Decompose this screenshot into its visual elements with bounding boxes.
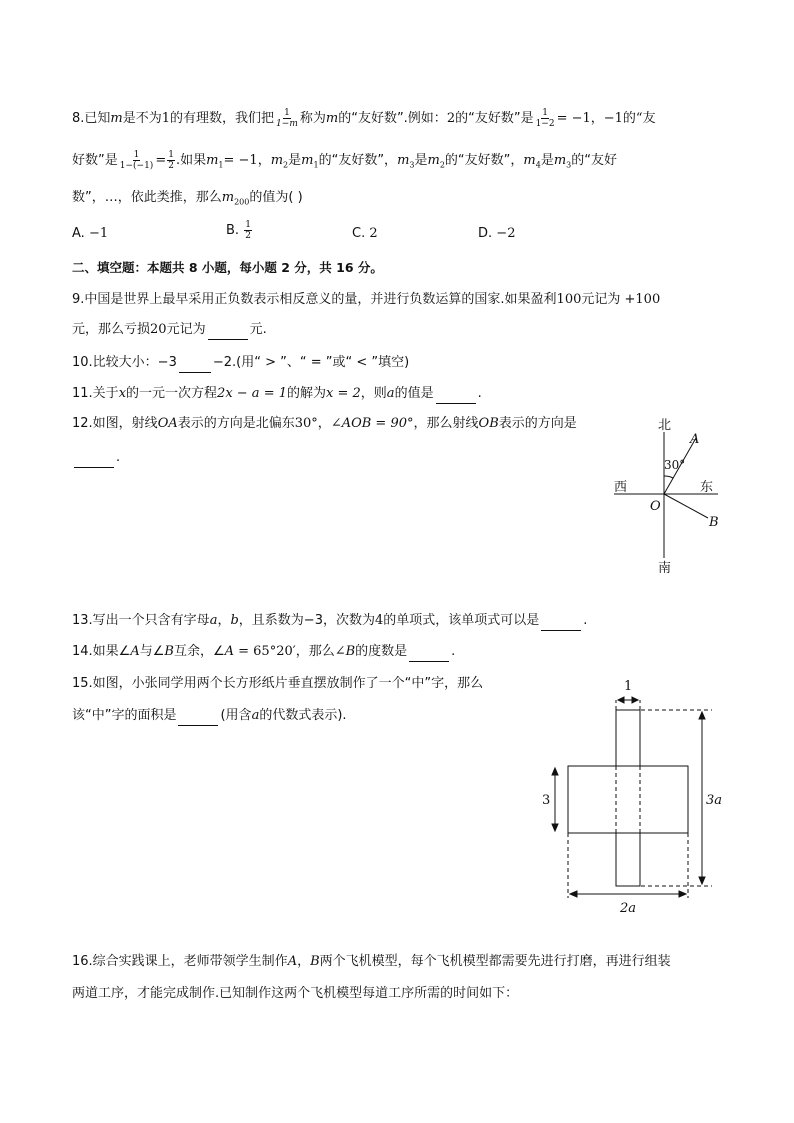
q16-line-2: 两道工序，才能完成制作.已知制作这两个飞机模型每道工序所需的时间如下： xyxy=(72,986,519,1001)
arrow-head xyxy=(552,768,558,775)
q11-answer-blank[interactable] xyxy=(436,389,476,404)
vertical-rectangle-bottom xyxy=(616,833,640,886)
arrow-head xyxy=(552,824,558,831)
q8-line-3: 数”，…，依此类推，那么$m_{200}$的值为( ) xyxy=(72,190,303,207)
arrow-head xyxy=(632,697,638,703)
label-point-a: A xyxy=(690,432,700,447)
vertical-rectangle-top xyxy=(616,710,640,766)
q9-line-2: 元，那么亏损20元记为 元. xyxy=(72,320,267,340)
q10-line: 10.比较大小：−3 −2.(用“ > ”、“ = ”或“ < ”填空) xyxy=(72,353,409,373)
q15-line-1: 15.如图，小张同学用两个长方形纸片垂直摆放制作了一个“中”字，那么 xyxy=(72,676,484,691)
arrow-head xyxy=(570,891,577,897)
fraction-1-over-1-minus-m: $\frac{1}{1-m}$ xyxy=(276,108,298,129)
q15-answer-blank[interactable] xyxy=(178,711,218,726)
fraction-1-over-1-minus-neg1: $\frac{1}{1-(-1)}$ xyxy=(119,150,154,171)
label-point-o: O xyxy=(650,499,661,514)
label-height-3: 3 xyxy=(542,793,551,808)
fraction-one-half: $\frac{1}{2}$ xyxy=(168,150,174,171)
zhong-character-figure xyxy=(530,676,730,916)
compass-direction-figure xyxy=(600,412,730,577)
q8-option-b[interactable]: B. $\frac{1}{2}$ xyxy=(226,220,251,241)
q14-line: 14.如果∠A与∠B互余，∠A = 65°20′，那么∠B的度数是 . xyxy=(72,642,455,662)
label-north: 北 xyxy=(658,418,672,433)
q12-line-2: . xyxy=(72,448,120,468)
q8-option-c[interactable]: C. 2 xyxy=(352,226,378,241)
arrow-head xyxy=(699,712,705,719)
q10-answer-blank[interactable] xyxy=(179,358,211,373)
q8-option-a[interactable]: A. −1 xyxy=(72,226,109,241)
fraction-1-over-1-minus-2: $\frac{1}{1-2}$ xyxy=(535,108,555,129)
label-width-1: 1 xyxy=(624,679,633,694)
label-east: 东 xyxy=(700,480,714,495)
ray-ob xyxy=(664,494,708,518)
label-width-2a: 2a xyxy=(620,901,637,916)
horizontal-rectangle xyxy=(568,766,688,833)
q8-option-d[interactable]: D. −2 xyxy=(478,226,516,241)
q11-line: 11.关于x的一元一次方程2x − a = 1的解为x = 2，则a的值是 . xyxy=(72,384,482,404)
q13-line: 13.写出一个只含有字母a，b，且系数为−3，次数为4的单项式，该单项式可以是 . xyxy=(72,611,587,631)
q9-line-1: 9.中国是世界上最早采用正负数表示相反意义的量，并进行负数运算的国家.如果盈利100元记为 +100 xyxy=(72,292,661,307)
q15-line-2: 该“中”字的面积是 (用含a的代数式表示). xyxy=(72,706,347,726)
arrow-head xyxy=(679,891,686,897)
label-west: 西 xyxy=(614,480,628,495)
arrow-head xyxy=(699,877,705,884)
q13-answer-blank[interactable] xyxy=(541,616,581,631)
label-point-b: B xyxy=(709,515,719,530)
angle-30-arc xyxy=(664,476,673,478)
fraction-one-half: $\frac{1}{2}$ xyxy=(245,220,251,241)
q8-line-2: 好数”是 $\frac{1}{1-(-1)}$ = $\frac{1}{2}$ .如果$m_1= -1$，$m_2$是$m_1$的“友好数”，$m_3$是$m_2$的“友好数”，$m_4$是$m_3$的“友好 xyxy=(72,150,618,171)
q12-line-1: 12.如图，射线OA表示的方向是北偏东30°，∠AOB = 90°，那么射线OB表示的方向是 xyxy=(72,416,577,431)
q14-answer-blank[interactable] xyxy=(409,647,449,662)
label-height-3a: 3a xyxy=(706,793,723,808)
label-angle-30: 30° xyxy=(664,458,686,472)
q16-line-1: 16.综合实践课上，老师带领学生制作A，B两个飞机模型，每个飞机模型都需要先进行打磨，再进行组装 xyxy=(72,954,671,969)
label-south: 南 xyxy=(658,561,672,576)
q9-answer-blank[interactable] xyxy=(208,325,248,340)
q8-line-1: 8.已知m是不为1的有理数，我们把 $\frac{1}{1-m}$ 称为m的“友好数”.例如：2的“友好数”是 $\frac{1}{1-2}$ = −1，−1的“友 xyxy=(72,108,656,129)
q12-answer-blank[interactable] xyxy=(74,453,114,468)
arrow-head xyxy=(618,697,624,703)
section-2-heading: 二、填空题：本题共 8 小题，每小题 2 分，共 16 分。 xyxy=(72,260,383,275)
